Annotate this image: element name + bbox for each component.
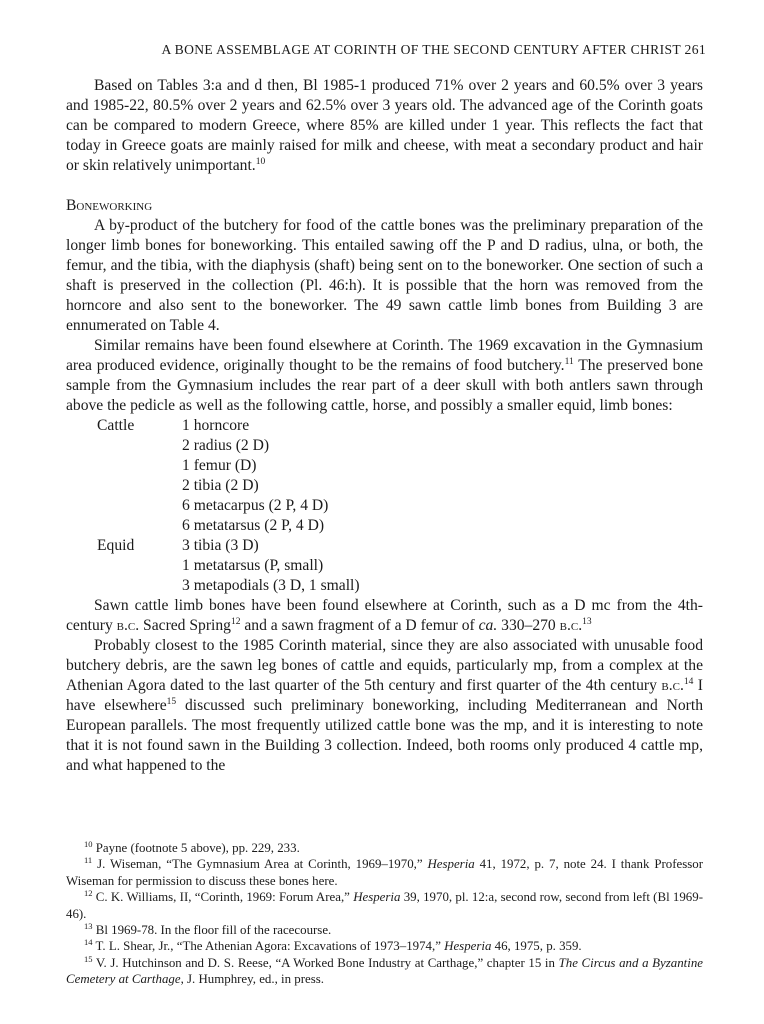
- paragraph-athenian-agora: [66, 636, 703, 776]
- journal-title: Hesperia: [444, 939, 492, 954]
- body-text: [66, 76, 703, 776]
- paragraph-text: discussed such preliminary boneworking, including Mediterranean and North European parallels. The most frequently utilized cattle bone was the mp, and it is interesting to note that it is not found sawn in the Building 3 collection. Indeed, both rooms only produced 4 cattle mp, and what happened to the: [66, 697, 704, 774]
- running-title: A BONE ASSEMBLAGE AT CORINTH OF THE SECOND CENTURY AFTER CHRIST: [161, 42, 681, 57]
- footnote-10: [66, 840, 703, 856]
- circa-abbrev: ca.: [478, 617, 498, 634]
- footnote-text: 39, 1970, pl. 12:a, second row, second from left (Bl 1969-46).: [66, 890, 703, 921]
- list-item: [66, 536, 703, 556]
- footnote-number: 14: [84, 937, 93, 948]
- specimen-category: [66, 556, 182, 576]
- book-title: The Circus and a Byzantine Cemetery at Carthage: [66, 955, 703, 987]
- era-abbrev: b.c.: [116, 617, 140, 634]
- list-item: [66, 476, 703, 496]
- paragraph-text: The preserved bone sample from the Gymnasium includes the rear part of a deer skull with both antlers sawn through above the pedicle as well as the following cattle, horse, and possibly a smaller equid, limb bones:: [66, 357, 703, 414]
- journal-title: Hesperia: [353, 890, 401, 905]
- footnote-text: Payne (footnote 5 above), pp. 229, 233.: [95, 841, 300, 855]
- era-abbrev: b.c.: [559, 617, 583, 634]
- specimen-list: [66, 416, 703, 596]
- specimen-item: 1 femur (D): [182, 457, 257, 474]
- running-header: [60, 42, 706, 58]
- note-ref-12[interactable]: 12: [230, 617, 241, 627]
- section-heading: Boneworking: [66, 197, 153, 214]
- paragraph-sawn-cattle: [66, 596, 703, 636]
- footnote-13: [66, 922, 703, 938]
- footnote-15: [66, 955, 703, 988]
- specimen-category: [66, 436, 182, 456]
- note-ref-13[interactable]: 13: [582, 617, 592, 627]
- note-ref-15[interactable]: 15: [166, 697, 177, 707]
- footnote-14: [66, 938, 703, 954]
- list-item: [66, 516, 703, 536]
- footnote-text: J. Wiseman, “The Gymnasium Area at Corinth, 1969–1970,”: [97, 857, 428, 872]
- specimen-category: Cattle: [97, 417, 135, 434]
- footnote-11: [66, 856, 703, 889]
- specimen-category: [66, 476, 182, 496]
- footnote-number: 12: [84, 888, 93, 899]
- footnotes: [66, 840, 703, 988]
- footnote-12: [66, 889, 703, 922]
- specimen-item: 6 metacarpus (2 P, 4 D): [182, 497, 329, 514]
- specimen-item: 1 metatarsus (P, small): [182, 557, 324, 574]
- specimen-category: [66, 516, 182, 536]
- specimen-category: [66, 456, 182, 476]
- specimen-category: Equid: [97, 537, 135, 554]
- footnote-number: 10: [84, 839, 93, 849]
- paragraph-goat-ages: [66, 76, 703, 176]
- paragraph-text: 330–270: [497, 617, 560, 634]
- journal-title: Hesperia: [427, 857, 475, 872]
- footnote-number: 11: [84, 855, 93, 866]
- paragraph-text: Similar remains have been found elsewhere at Corinth. The 1969 excavation in the Gymnasium area produced evidence, originally thought to be the remains of food butchery.: [66, 337, 703, 374]
- paragraph-text: Sawn cattle limb bones have been found elsewhere at Corinth, such as a D mc from the 4th-century: [66, 597, 703, 634]
- footnote-number: 13: [84, 921, 93, 932]
- specimen-item: 2 radius (2 D): [182, 437, 270, 454]
- note-ref-11[interactable]: 11: [564, 357, 574, 367]
- paragraph-text: Based on Tables 3:a and d then, Bl 1985-1 produced 71% over 2 years and 60.5% over 3 years and 1985-22, 80.5% over 2 years and 62.5% over 3 years old. The advanced age of the Corinth goats can be compared to modern Greece, where 85% are killed under 1 year. This reflects the fact that today in Greece goats are mainly raised for milk and cheese, with meat a secondary product and hair or skin relatively unimportant.: [66, 77, 703, 174]
- note-ref-14[interactable]: 14: [683, 677, 694, 687]
- list-item: [66, 556, 703, 576]
- specimen-item: 3 metapodials (3 D, 1 small): [182, 577, 360, 594]
- footnote-text: , J. Humphrey, ed., in press.: [180, 972, 325, 987]
- list-item: [66, 416, 703, 436]
- footnote-text: C. K. Williams, II, “Corinth, 1969: Forum Area,”: [95, 890, 354, 905]
- section-gap: [66, 176, 703, 196]
- paragraph-text: I have elsewhere: [66, 677, 704, 714]
- specimen-category: [66, 496, 182, 516]
- specimen-item: 2 tibia (2 D): [182, 477, 259, 494]
- footnote-text: T. L. Shear, Jr., “The Athenian Agora: Excavations of 1973–1974,”: [95, 939, 445, 954]
- footnote-text: 41, 1972, p. 7, note 24. I thank Professor Wiseman for permission to discuss these bones here.: [66, 857, 704, 888]
- footnote-text: 46, 1975, p. 359.: [491, 939, 582, 954]
- paragraph-text: A by-product of the butchery for food of the cattle bones was the preliminary preparation of the longer limb bones for boneworking. This entailed sawing off the P and D radius, ulna, or both, the femur, and the tibia, with the diaphysis (shaft) being sent on to the boneworker. One section of such a shaft is preserved in the collection (Pl. 46:h). It is possible that the horn was removed from the horncore and also sent to the boneworker. The 49 sawn cattle limb bones from Building 3 are ennumerated on Table 4.: [66, 217, 703, 334]
- paragraph-text: Probably closest to the 1985 Corinth material, since they are also associated with unusable food butchery debris, are the sawn leg bones of cattle and equids, particularly mp, from a complex at the Athenian Agora dated to the last quarter of the 5th century and first quarter of the 4th century: [66, 637, 703, 694]
- list-item: [66, 576, 703, 596]
- footnote-number: 15: [84, 953, 93, 964]
- paragraph-gymnasium: [66, 336, 703, 416]
- footnote-text: Bl 1969-78. In the floor fill of the racecourse.: [95, 923, 332, 938]
- specimen-item: 6 metatarsus (2 P, 4 D): [182, 517, 325, 534]
- paragraph-boneworking: [66, 216, 703, 336]
- list-item: [66, 436, 703, 456]
- list-item: [66, 496, 703, 516]
- specimen-category: [66, 576, 182, 596]
- specimen-item: 3 tibia (3 D): [182, 537, 259, 554]
- list-item: [66, 456, 703, 476]
- specimen-item: 1 horncore: [182, 417, 250, 434]
- paragraph-text: Sacred Spring: [139, 617, 231, 634]
- era-abbrev: b.c.: [661, 677, 684, 694]
- paragraph-text: and a sawn fragment of a D femur of: [240, 617, 479, 634]
- page-number: 261: [684, 42, 706, 57]
- footnote-text: V. J. Hutchinson and D. S. Reese, “A Worked Bone Industry at Carthage,” chapter 15 in: [95, 955, 559, 970]
- note-ref-10[interactable]: 10: [255, 157, 266, 167]
